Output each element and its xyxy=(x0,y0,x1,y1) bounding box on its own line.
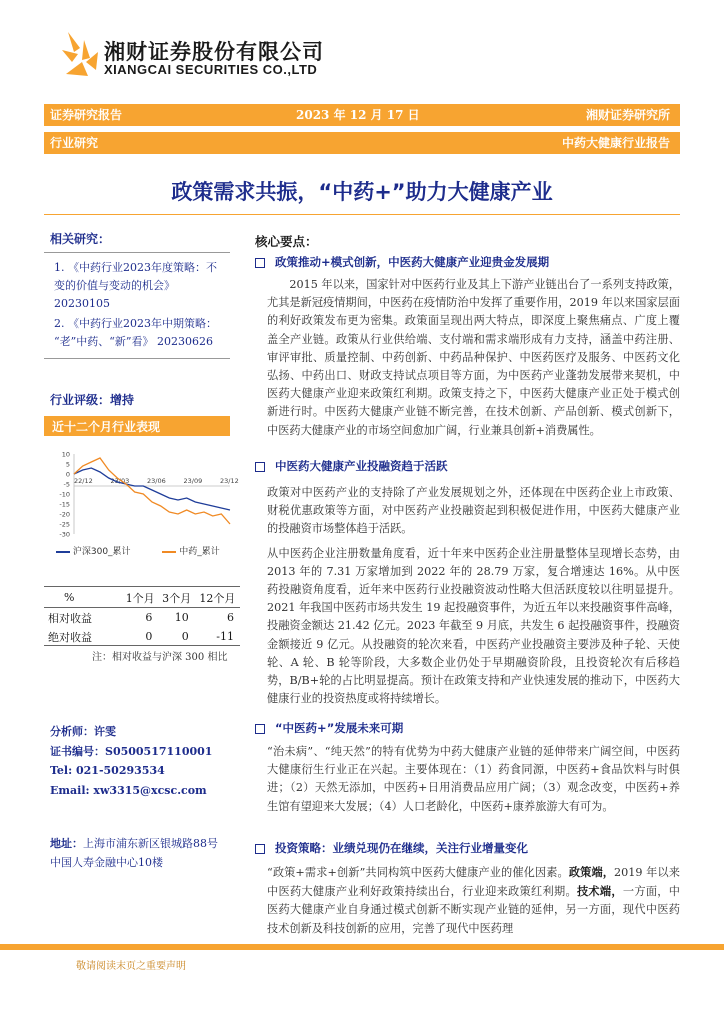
section-paragraph: 从中医药企业注册数量角度看，近十年来中医药企业注册量整体呈现增长态势，由 2013 年的 7.31 万家增加到 2022 年的 28.79 万家，复合增速达 16%。从中医药投融资角度看，近年来中医药行业投融资波动性略大但活跃度较以往明显提升。2021 年我国中医药市场共发生 19 起投融资事件，为近五年以来投融资事件高峰，投融资金额达 21.42 亿元。2023 年截至 9 月底，共发生 6 起投融资事件，投融资金额接近 9 亿元。从投融资的轮次来看，中医药产业投融资主要涉及种子轮、天使轮、A 轮、B 轮等阶段，大多数企业仍处于早期融资阶段，且投资轮次有后移趋势，B/B+轮的占比明显提高。预计在政策支持和产业快速发展的推动下，中医药大健康行业的投资热度或将持续增长。 xyxy=(267,546,680,706)
core-points-heading: 核心要点： xyxy=(255,234,318,249)
footer-disclaimer-link[interactable]: 敬请阅读末页之重要声明 xyxy=(76,961,186,972)
square-bullet-icon xyxy=(255,844,265,854)
address-block xyxy=(50,834,218,872)
report-category: 行业研究 xyxy=(50,136,99,150)
table-note: 注：相对收益与沪深 300 相比 xyxy=(92,652,228,663)
performance-table xyxy=(44,588,240,646)
industry-rating: 行业评级：增持 xyxy=(50,393,135,407)
analyst-name: 分析师：许雯 xyxy=(50,725,116,738)
square-bullet-icon xyxy=(255,462,265,472)
address-label: 地址： xyxy=(50,837,83,850)
report-type: 证券研究报告 xyxy=(50,108,123,122)
y-tick-label: -10 xyxy=(59,490,70,499)
section-paragraph: “治未病”、“纯天然”的特有优势为中药大健康产业链的延伸带来广阔空间，中医药大健康衍生行业正在兴起。主要体现在：（1）药食同源，中医药+食品饮料与时俱进；（2）天然无添加，中医药+日用消费品应用广阔；（3）观念改变，中医药+养生馆有望迎来大发展；（4）人口老龄化，中医药+康养旅游大有可为。 xyxy=(267,745,680,813)
table-header-row: % 1个月 3个月 12个月 xyxy=(64,591,236,605)
x-tick-label: 23/12 xyxy=(220,477,239,485)
series-line-index xyxy=(74,468,230,510)
series-line-sector xyxy=(74,458,230,524)
section-future xyxy=(255,720,680,816)
related-item-2[interactable]: 2. 《中药行业2023年中期策略： “老”中药、“新”看》 20230626 xyxy=(54,317,217,348)
section-heading: 政策推动+模式创新，中医药大健康产业迎贵金发展期 xyxy=(275,255,550,269)
section-heading: 中医药大健康产业投融资趋于活跃 xyxy=(275,459,448,473)
section-paragraph: “政策+需求+创新”共同构筑中医药大健康产业的催化因素。政策端，2019 年以来中医药大健康产业利好政策持续出台，行业迎来政策红利期。技术端，一方面，中医药大健康产业自身通过模式创新不断实现产业链的延伸，另一方面，现代中医药技术创新及科技创新的应用，完善了现代中医药理 xyxy=(267,865,680,935)
company-name-en: XIANGCAI SECURITIES CO.,LTD xyxy=(104,62,318,77)
chart-legend xyxy=(56,544,220,557)
x-tick-label: 22/12 xyxy=(74,477,93,485)
y-tick-label: -5 xyxy=(63,480,70,489)
y-tick-label: 5 xyxy=(65,460,70,469)
address-line-1: 上海市浦东新区银城路88号 xyxy=(83,837,218,850)
analyst-license: 证书编号：S0500517110001 xyxy=(50,744,213,758)
section-heading: “中医药+”发展未来可期 xyxy=(275,721,404,735)
header-band-top xyxy=(44,104,680,126)
address-line-2: 中国人寿金融中心10楼 xyxy=(50,856,163,869)
page-title: 政策需求共振，“中药+”助力大健康产业 xyxy=(171,180,553,204)
footer-bar xyxy=(0,944,724,950)
x-tick-label: 23/09 xyxy=(183,477,203,485)
company-logo-icon xyxy=(60,30,100,80)
performance-title: 近十二个月行业表现 xyxy=(52,420,161,434)
section-heading: 投资策略：业绩兑现仍在继续，关注行业增量变化 xyxy=(275,841,528,855)
section-strategy xyxy=(255,840,680,938)
header-band-bottom xyxy=(44,132,680,154)
related-item-1[interactable]: 1. 《中药行业2023年度策略：不 变的价值与变动的机会》 20230105 xyxy=(54,261,217,310)
square-bullet-icon xyxy=(255,724,265,734)
table-top-rule xyxy=(44,586,240,587)
related-research-heading: 相关研究： xyxy=(50,232,111,246)
institute-name: 湘财证券研究所 xyxy=(585,108,670,122)
related-list xyxy=(54,259,234,351)
title-divider xyxy=(44,214,680,215)
section-paragraph: 政策对中医药产业的支持除了产业发展规划之外，还体现在中医药企业上市政策、财税优惠政策等方面，对中医药产业投融资起到积极促进作用，中医药大健康产业的投融资市场整体趋于活跃。 xyxy=(267,486,680,536)
y-tick-label: -15 xyxy=(59,500,70,509)
analyst-email[interactable]: Email: xw3315@xcsc.com xyxy=(50,783,207,797)
report-subcategory: 中药大健康行业报告 xyxy=(561,136,670,150)
legend-swatch-sector xyxy=(162,551,176,553)
related-divider xyxy=(44,252,230,253)
table-row: 绝对收益 0 0 -11 xyxy=(48,630,234,644)
report-date: 2023 年 12 月 17 日 xyxy=(296,108,420,122)
y-tick-label: 0 xyxy=(65,470,70,479)
x-tick-label: 23/06 xyxy=(147,477,166,485)
section-paragraph: 2015 年以来，国家针对中医药行业及其上下游产业链出台了一系列支持政策，尤其是新冠疫情期间，中医药在疫情防治中发挥了重要作用，2019 年以来国家层面的利好政策发布更为密集。政策面呈现出两大特点，即深度上聚焦痛点、广度上覆盖全产业链。政策从行业供给端、支付端和需求端形成有力支持，涵盖中药注册、审评审批、质量控制、中药创新、中药品种保护、中医药医疗及服务、中医药文化弘扬、中药出口、财政支持试点项目等方面，为中医药产业蓬勃发展带来契机，中医药大健康产业迎来政策红利期。政策支持之下，中医药大健康产业正处于模式创新进行时。中医药大健康产业链不断完善，在技术创新、产品创新、模式创新下，中医药大健康产业的市场空间愈加广阔，行业兼具创新+消费属性。 xyxy=(267,278,680,437)
y-tick-label: 10 xyxy=(61,450,70,459)
section-financing xyxy=(255,458,680,708)
square-bullet-icon xyxy=(255,258,265,268)
legend-swatch-index xyxy=(56,551,70,553)
x-tick-label: 23/03 xyxy=(110,477,130,485)
y-tick-label: -25 xyxy=(59,520,70,529)
performance-bar xyxy=(44,416,230,436)
analyst-tel: Tel: 021-50293534 xyxy=(50,764,165,777)
company-name-cn: 湘财证券股份有限公司 xyxy=(104,40,324,64)
section-policy xyxy=(255,254,680,440)
related-bottom-divider xyxy=(44,358,230,359)
table-row: 相对收益 6 10 6 xyxy=(44,608,240,628)
table-bottom-rule xyxy=(44,645,240,646)
y-tick-label: -20 xyxy=(59,510,70,519)
legend-sector: 中药_累计 xyxy=(179,547,220,557)
y-tick-label: -30 xyxy=(59,530,70,539)
analyst-info xyxy=(50,722,212,800)
legend-index: 沪深300_累计 xyxy=(72,547,131,557)
